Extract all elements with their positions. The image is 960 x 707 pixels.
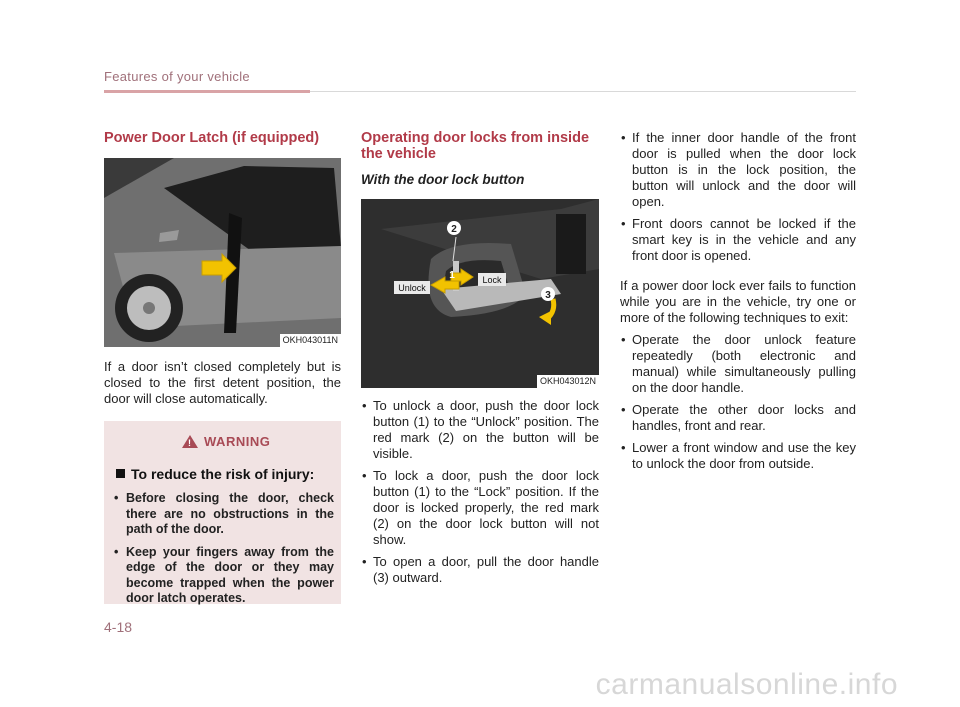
list-item: • Lower a front window and use the key to unlock the door from outside. xyxy=(620,440,856,472)
warning-header xyxy=(182,431,272,451)
warning-title: To reduce the risk of injury: xyxy=(116,466,314,482)
figure-code: OKH043011N xyxy=(280,334,341,347)
svg-text:3: 3 xyxy=(545,290,551,301)
svg-text:2: 2 xyxy=(451,224,457,235)
warning-triangle-icon: ! xyxy=(182,435,198,448)
subheading: With the door lock button xyxy=(361,172,525,187)
page-number: 4-18 xyxy=(104,619,133,635)
section-heading: Power Door Latch (if equipped) xyxy=(104,130,320,146)
header-rule-accent xyxy=(104,90,310,93)
svg-text:1: 1 xyxy=(449,270,455,281)
list-item: • To unlock a door, push the door lock button (1) to the “Unlock” position. The red mark (2) on the button will be visible. xyxy=(361,398,599,462)
column-door-locks xyxy=(361,130,599,592)
list-item: • If the inner door handle of the front door is pulled when the door lock button is in the lock position, the button will unlock and the door will open. xyxy=(620,130,856,210)
section-heading: Operating door locks from inside the vehicle xyxy=(361,130,590,162)
running-header: Features of your vehicle xyxy=(104,69,250,84)
square-bullet-icon xyxy=(116,469,125,478)
exit-techniques-list xyxy=(620,332,856,472)
warning-item: • Before closing the door, check there are no obstructions in the path of the door. xyxy=(114,491,334,538)
latch-description: If a door isn’t closed completely but is closed to the first detent position, the door will close automatically. xyxy=(104,359,341,406)
lock-instructions xyxy=(361,398,599,586)
list-item: • To lock a door, push the door lock button (1) to the “Lock” position. If the door is locked properly, the red mark (2) on the door lock button will not show. xyxy=(361,468,599,548)
warning-label: WARNING xyxy=(204,433,271,449)
watermark: carmanualsonline.info xyxy=(595,668,898,701)
door-handle-image xyxy=(361,199,599,388)
car-door-illustration xyxy=(104,158,341,347)
unlock-label: Unlock xyxy=(398,283,426,293)
figure-code: OKH043012N xyxy=(537,375,599,388)
list-item: • Operate the other door locks and handles, front and rear. xyxy=(620,402,856,434)
door-lock-illustration xyxy=(361,199,599,388)
column-notes xyxy=(620,130,856,478)
warning-box xyxy=(104,421,341,604)
failure-paragraph: If a power door lock ever fails to function while you are in the vehicle, try one or more of the following techniques to exit: xyxy=(620,278,856,325)
car-side-image xyxy=(104,158,341,347)
warning-list xyxy=(114,491,334,614)
warning-item: • Keep your fingers away from the edge of the door or they may become trapped when the power door latch operates. xyxy=(114,545,334,607)
header-rule xyxy=(310,91,856,92)
list-item: • To open a door, pull the door handle (3) outward. xyxy=(361,554,599,586)
list-item: • Front doors cannot be locked if the smart key is in the vehicle and any front door is opened. xyxy=(620,216,856,264)
column-power-door-latch xyxy=(104,130,341,604)
list-item: • Operate the door unlock feature repeatedly (both electronic and manual) while simultaneously pulling on the door handle. xyxy=(620,332,856,396)
lock-label: Lock xyxy=(482,275,502,285)
notes-list xyxy=(620,130,856,264)
